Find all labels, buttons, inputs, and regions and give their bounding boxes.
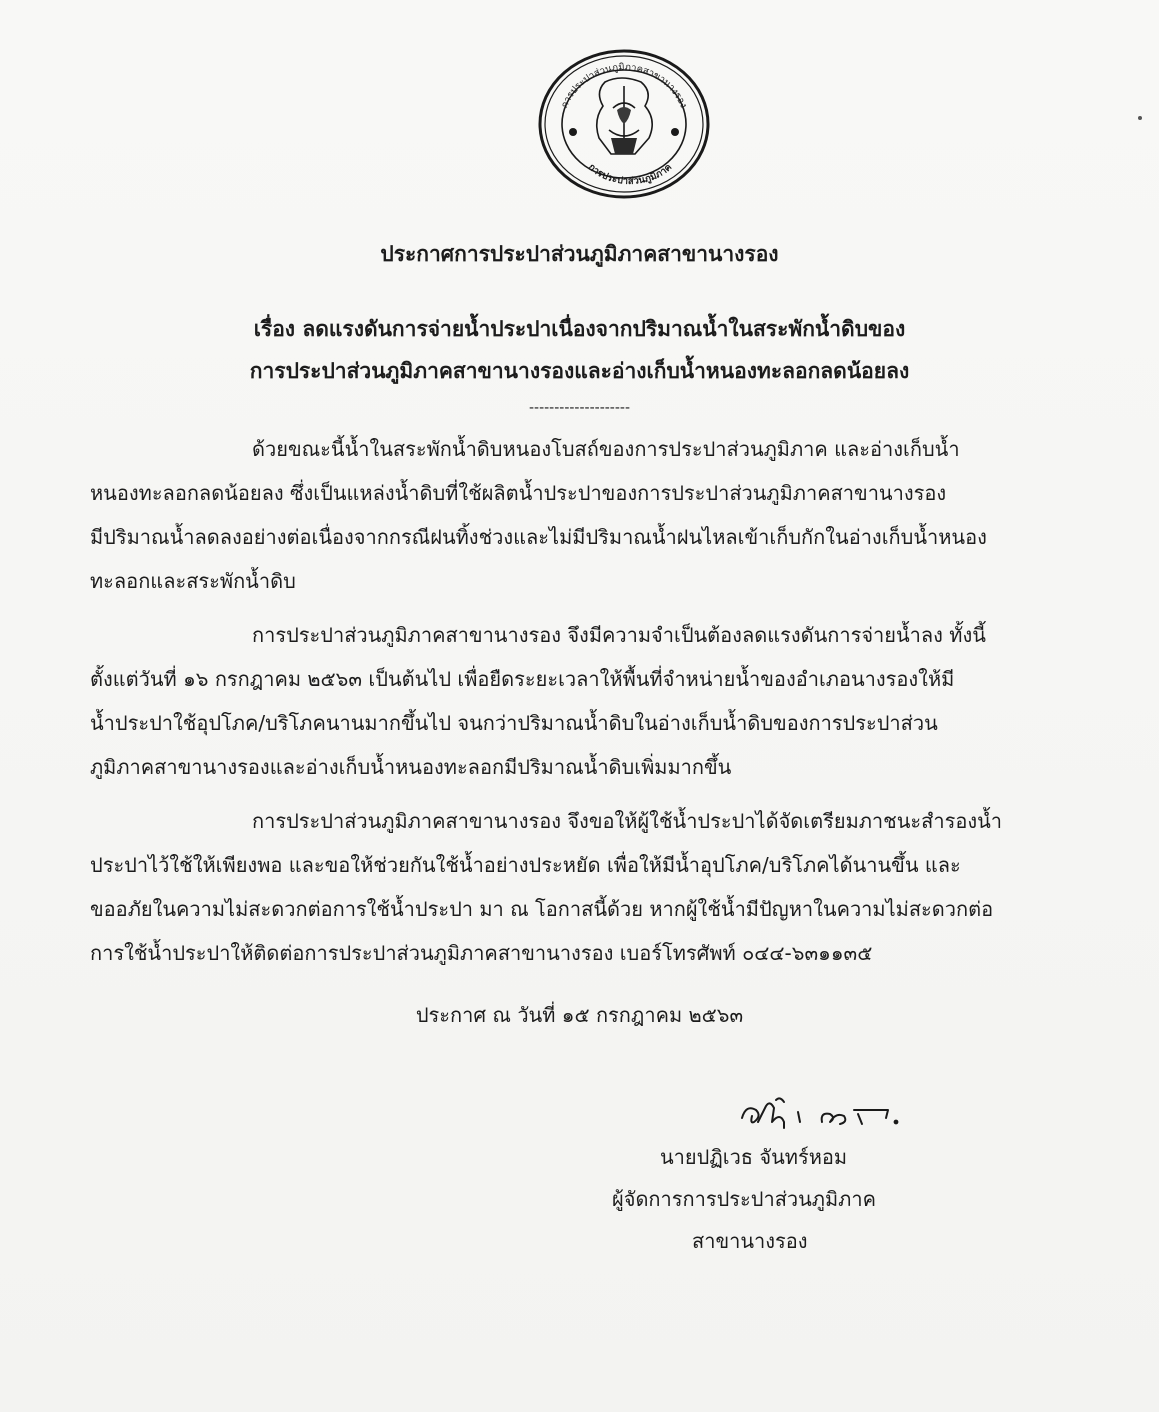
paragraph-3-line-1: การประปาส่วนภูมิภาคสาขานางรอง จึงขอให้ผู้ใช้น้ำประปาได้จัดเตรียมภาชนะสำรองน้ำ	[252, 809, 1003, 833]
svg-text:การประปาส่วนภูมิภาค	[586, 162, 674, 187]
separator-line: --------------------	[528, 400, 631, 416]
announcement-date-line: ประกาศ ณ วันที่ ๑๕ กรกฎาคม ๒๕๖๓	[415, 1003, 744, 1027]
paragraph-1-line-3: มีปริมาณน้ำลดลงอย่างต่อเนื่องจากกรณีฝนทิ้งช่วงและไม่มีปริมาณน้ำฝนไหลเข้าเก็บกักในอ่างเก็บน้ำหนอง	[90, 525, 987, 549]
seal-bottom-text: การประปาส่วนภูมิภาค	[585, 161, 675, 187]
handwritten-signature	[736, 1092, 906, 1134]
paragraph-1-line-2: หนองทะลอกลดน้อยลง ซึ่งเป็นแหล่งน้ำดิบที่ใช้ผลิตน้ำประปาของการประปาส่วนภูมิภาคสาขานางรอง	[90, 481, 947, 505]
subject-line-2: การประปาส่วนภูมิภาคสาขานางรองและอ่างเก็บน้ำหนองทะลอกลดน้อยลง	[249, 359, 910, 383]
paragraph-3-line-3: ขออภัยในความไม่สะดวกต่อการใช้น้ำประปา มา ณ โอกาสนี้ด้วย หากผู้ใช้น้ำมีปัญหาในความไม่สะดวกต่อ	[90, 897, 994, 921]
paragraph-1-line-4: ทะลอกและสระพักน้ำดิบ	[90, 569, 296, 593]
pwa-seal-logo	[533, 46, 715, 202]
scan-speck	[1138, 116, 1142, 120]
signer-name: นายปฏิเวธ จันทร์หอม	[660, 1145, 848, 1169]
signer-branch: สาขานางรอง	[692, 1229, 808, 1253]
paragraph-2-line-4: ภูมิภาคสาขานางรองและอ่างเก็บน้ำหนองทะลอกมีปริมาณน้ำดิบเพิ่มมากขึ้น	[90, 755, 732, 779]
paragraph-2-line-3: น้ำประปาใช้อุปโภค/บริโภคนานมากขึ้นไป จนกว่าปริมาณน้ำดิบในอ่างเก็บน้ำดิบของการประปาส่วน	[90, 711, 938, 735]
announcement-title: ประกาศการประปาส่วนภูมิภาคสาขานางรอง	[380, 242, 779, 266]
paragraph-3-line-4: การใช้น้ำประปาให้ติดต่อการประปาส่วนภูมิภาคสาขานางรอง เบอร์โทรศัพท์ ๐๔๔-๖๓๑๑๓๕	[90, 941, 873, 965]
signer-position: ผู้จัดการการประปาส่วนภูมิภาค	[612, 1187, 876, 1211]
paragraph-1-line-1: ด้วยขณะนี้น้ำในสระพักน้ำดิบหนองโบสถ์ของการประปาส่วนภูมิภาค และอ่างเก็บน้ำ	[252, 437, 960, 461]
paragraph-2-line-1: การประปาส่วนภูมิภาคสาขานางรอง จึงมีความจำเป็นต้องลดแรงดันการจ่ายน้ำลง ทั้งนี้	[252, 623, 986, 647]
paragraph-3-line-2: ประปาไว้ใช้ให้เพียงพอ และขอให้ช่วยกันใช้น้ำอย่างประหยัด เพื่อให้มีน้ำอุปโภค/บริโภคได้นานขึ้น และ	[90, 853, 961, 877]
subject-line-1: เรื่อง ลดแรงดันการจ่ายน้ำประปาเนื่องจากปริมาณน้ำในสระพักน้ำดิบของ	[253, 317, 906, 341]
paragraph-2-line-2: ตั้งแต่วันที่ ๑๖ กรกฎาคม ๒๕๖๓ เป็นต้นไป เพื่อยืดระยะเวลาให้พื้นที่จำหน่ายน้ำของอำเภอนางรองให้มี	[90, 667, 955, 691]
seal-outer-text: การประปาส่วนภูมิภาคสาขานางรอง	[559, 61, 689, 110]
